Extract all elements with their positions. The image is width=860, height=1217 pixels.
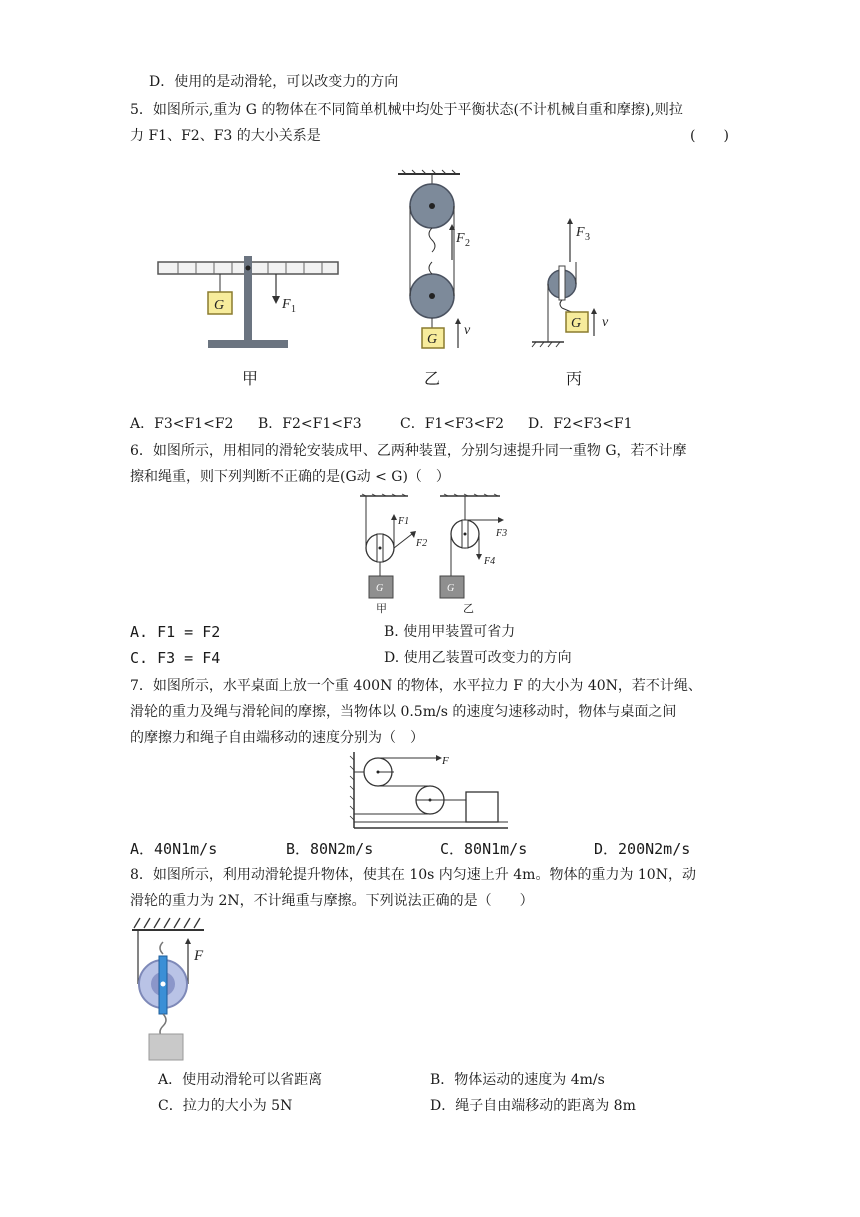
q7-option-c[interactable]: C．80N1m/s bbox=[440, 840, 528, 858]
q5-caption-bing: 丙 bbox=[566, 369, 583, 388]
q8-figure bbox=[132, 916, 222, 1061]
q5-option-c[interactable]: C．F1<F3<F2 bbox=[400, 416, 505, 432]
svg-text:1: 1 bbox=[291, 304, 296, 315]
q5-option-b[interactable]: B．F2<F1<F3 bbox=[258, 416, 362, 432]
svg-text:G: G bbox=[427, 332, 438, 347]
q8-stem-line1: 8．如图所示，利用动滑轮提升物体，使其在 10s 内匀速上升 4m。物体的重力为 10N，动 bbox=[130, 867, 696, 883]
q5-figure-pulley-block bbox=[398, 170, 488, 355]
q8-stem-line2: 滑轮的重力为 2N，不计绳重与摩擦。下列说法正确的是（ ） bbox=[130, 893, 534, 909]
q5-option-a[interactable]: A．F3<F1<F2 bbox=[130, 416, 234, 432]
q8-option-d[interactable]: D．绳子自由端移动的距离为 8m bbox=[430, 1098, 636, 1114]
q6-stem-line2: 擦和绳重，则下列判断不正确的是(G动 < G)（ ） bbox=[130, 469, 450, 485]
q8-option-a[interactable]: A．使用动滑轮可以省距离 bbox=[158, 1072, 323, 1088]
q5-figure-lever bbox=[158, 252, 343, 357]
q7-option-b[interactable]: B．80N2m/s bbox=[286, 840, 374, 858]
svg-text:F1: F1 bbox=[398, 516, 410, 527]
q6-option-d[interactable]: D. 使用乙装置可改变力的方向 bbox=[384, 650, 572, 666]
q5-stem-line2: 力 F1、F2、F3 的大小关系是 bbox=[130, 128, 321, 144]
q5-lever-weight-label: G bbox=[214, 298, 225, 313]
q5-caption-jia: 甲 bbox=[242, 369, 259, 388]
q6-option-c[interactable]: C. F3 = F4 bbox=[130, 649, 221, 667]
svg-text:v: v bbox=[602, 315, 609, 330]
q5-caption-yi: 乙 bbox=[424, 369, 441, 388]
svg-text:2: 2 bbox=[465, 238, 470, 249]
svg-text:F4: F4 bbox=[484, 556, 496, 567]
svg-text:G: G bbox=[376, 583, 384, 594]
q6-option-b[interactable]: B. 使用甲装置可省力 bbox=[384, 624, 516, 640]
svg-text:3: 3 bbox=[585, 232, 590, 243]
q7-stem-line1: 7．如图所示，水平桌面上放一个重 400N 的物体，水平拉力 F 的大小为 40N，若不计绳、 bbox=[130, 678, 702, 694]
svg-text:F: F bbox=[456, 231, 465, 246]
svg-text:F: F bbox=[282, 297, 291, 312]
svg-text:v: v bbox=[464, 323, 471, 338]
q7-stem-line2: 滑轮的重力及绳与滑轮间的摩擦，当物体以 0.5m/s 的速度匀速移动时，物体与桌面之间 bbox=[130, 704, 677, 720]
q7-stem-line3: 的摩擦力和绳子自由端移动的速度分别为（ ） bbox=[130, 730, 424, 746]
q8-option-c[interactable]: C．拉力的大小为 5N bbox=[158, 1098, 293, 1114]
q5-figure-movable-pulley bbox=[532, 216, 632, 356]
q7-figure bbox=[350, 752, 510, 832]
q6-caption-yi: 乙 bbox=[463, 602, 474, 615]
q5-stem-line1: 5．如图所示,重为 G 的物体在不同简单机械中均处于平衡状态(不计机械自重和摩擦),则拉 bbox=[130, 102, 683, 118]
svg-text:F2: F2 bbox=[416, 538, 428, 549]
q6-stem-line1: 6．如图所示，用相同的滑轮安装成甲、乙两种装置，分别匀速提升同一重物 G，若不计摩 bbox=[130, 443, 687, 459]
svg-text:F: F bbox=[442, 755, 449, 767]
q5-answer-paren: ( ) bbox=[690, 128, 729, 144]
q5-option-d[interactable]: D．F2<F3<F1 bbox=[528, 416, 633, 432]
q6-figure bbox=[354, 494, 529, 612]
q6-caption-jia: 甲 bbox=[376, 602, 387, 615]
svg-text:F: F bbox=[194, 948, 204, 964]
q7-option-d[interactable]: D．200N2m/s bbox=[594, 840, 691, 858]
q7-option-a[interactable]: A．40N1m/s bbox=[130, 840, 218, 858]
svg-text:G: G bbox=[447, 583, 455, 594]
q4-option-d: D．使用的是动滑轮，可以改变力的方向 bbox=[149, 74, 399, 90]
svg-text:G: G bbox=[571, 316, 582, 331]
q6-option-a[interactable]: A. F1 = F2 bbox=[130, 623, 221, 641]
svg-text:F3: F3 bbox=[496, 528, 508, 539]
q8-option-b[interactable]: B．物体运动的速度为 4m/s bbox=[430, 1072, 605, 1088]
svg-text:F: F bbox=[576, 225, 585, 240]
